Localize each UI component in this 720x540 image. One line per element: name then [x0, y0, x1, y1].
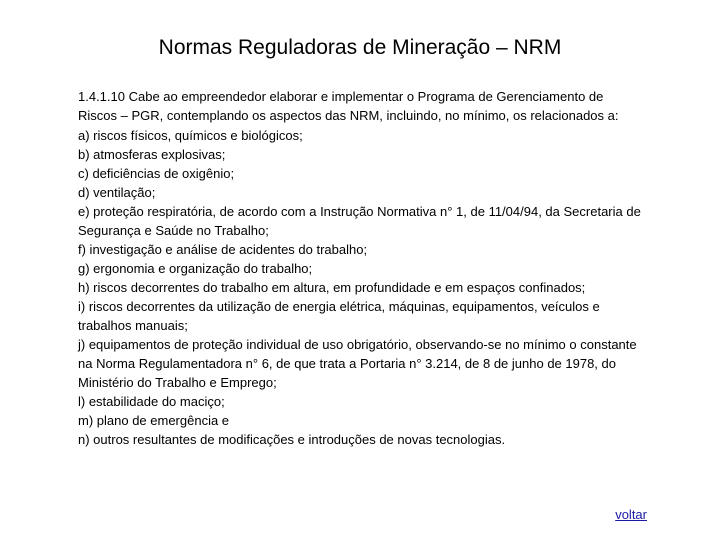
- list-item: g) ergonomia e organização do trabalho;: [78, 261, 313, 276]
- back-link[interactable]: voltar: [615, 507, 647, 522]
- list-item: b) atmosferas explosivas;: [78, 147, 226, 162]
- list-item: f) investigação e análise de acidentes do trabalho;: [78, 242, 368, 257]
- list-item: j) equipamentos de proteção individual de uso obrigatório, observando-se no mínimo o constante na Norma Regulamentadora n° 6, de que trata a Portaria n° 3.214, de 8 de junho de 1978, do Ministério do Trabalho e Emprego;: [78, 337, 637, 390]
- document-body: [78, 87, 644, 449]
- list-item: i) riscos decorrentes da utilização de energia elétrica, máquinas, equipamentos, veículos e trabalhos manuais;: [78, 299, 600, 333]
- list-item: a) riscos físicos, químicos e biológicos;: [78, 128, 303, 143]
- risk-list: [78, 126, 644, 449]
- list-item: m) plano de emergência e: [78, 413, 230, 428]
- page-title: Normas Reguladoras de Mineração – NRM: [158, 36, 562, 59]
- list-item: d) ventilação;: [78, 185, 156, 200]
- list-item: e) proteção respiratória, de acordo com a Instrução Normativa n° 1, de 11/04/94, da Secretaria de Segurança e Saúde no Trabalho;: [78, 204, 641, 238]
- list-item: h) riscos decorrentes do trabalho em altura, em profundidade e em espaços confinados;: [78, 280, 586, 295]
- list-item: c) deficiências de oxigênio;: [78, 166, 235, 181]
- intro-paragraph: 1.4.1.10 Cabe ao empreendedor elaborar e implementar o Programa de Gerenciamento de Riscos – PGR, contemplando os aspectos das NRM, incluindo, no mínimo, os relacionados a:: [78, 89, 619, 123]
- list-item: n) outros resultantes de modificações e introduções de novas tecnologias.: [78, 432, 506, 447]
- list-item: l) estabilidade do maciço;: [78, 394, 225, 409]
